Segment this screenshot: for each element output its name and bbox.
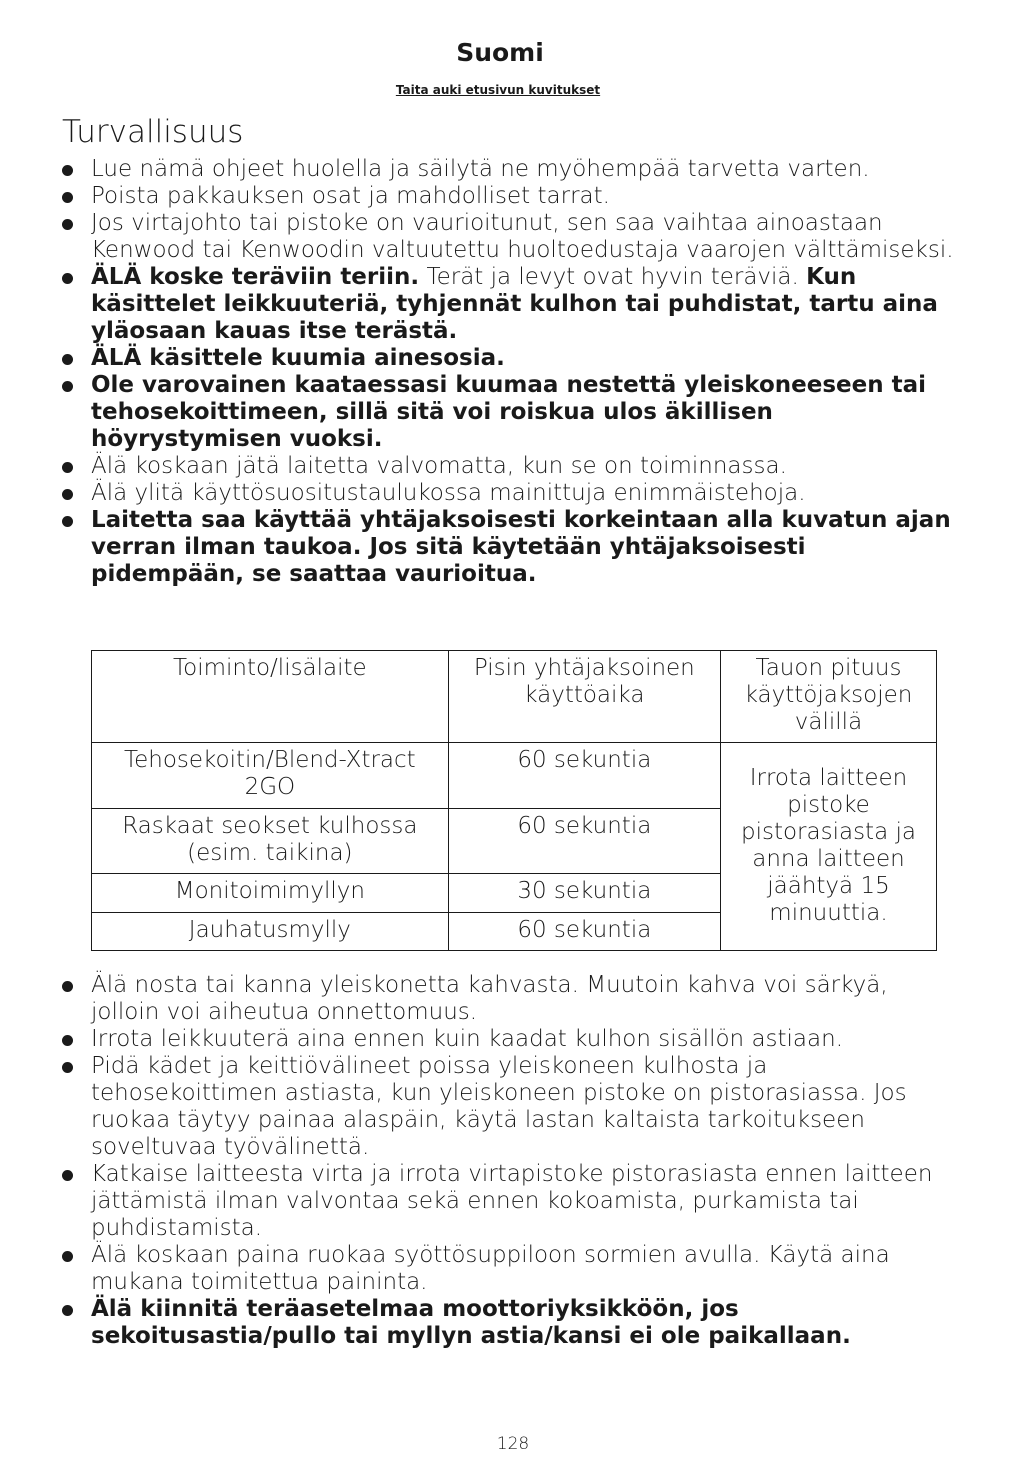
table-header-cell: Toiminto/lisälaite	[92, 651, 449, 743]
bullet-icon	[62, 381, 73, 392]
list-item: Irrota leikkuuterä aina ennen kuin kaadat kulhon sisällön astiaan.	[60, 1026, 960, 1053]
list-item: Jos virtajohto tai pistoke on vaurioitunut, sen saa vaihtaa ainoastaan Kenwood tai Kenwoodin valtuutettu huoltoedustaja vaarojen välttämiseksi.	[60, 210, 960, 264]
table-row	[92, 743, 937, 809]
operating-time-table	[91, 650, 937, 951]
list-item: Poista pakkauksen osat ja mahdolliset tarrat.	[60, 183, 960, 210]
list-item: Älä ylitä käyttösuositustaulukossa mainittuja enimmäistehoja.	[60, 480, 960, 507]
list-item: Pidä kädet ja keittiövälineet poissa yleiskoneen kulhosta ja tehosekoittimen astiasta, kun yleiskoneen pistoke on pistorasiassa. Jos ruokaa täytyy painaa alaspäin, käytä lastan kaltaista tarkoitukseen soveltuvaa työvälinettä.	[60, 1053, 960, 1161]
table-cell: 60 sekuntia	[448, 743, 720, 809]
page-title: Suomi	[456, 38, 544, 67]
list-item: Älä koskaan paina ruokaa syöttösuppiloon sormien avulla. Käytä aina mukana toimitettua paininta.	[60, 1242, 960, 1296]
bullet-icon	[62, 1170, 73, 1181]
table-cell: 60 sekuntia	[448, 913, 720, 951]
table-cell: Jauhatusmylly	[92, 913, 449, 951]
list-item: Älä nosta tai kanna yleiskonetta kahvasta. Muutoin kahva voi särkyä, jolloin voi aiheutua onnettomuus.	[60, 972, 960, 1026]
table-cell: 60 sekuntia	[448, 809, 720, 874]
list-item: Katkaise laitteesta virta ja irrota virtapistoke pistorasiasta ennen laitteen jättämistä ilman valvontaa sekä ennen kokoamista, purkamista tai puhdistamista.	[60, 1161, 960, 1242]
section-heading: Turvallisuus	[62, 114, 244, 150]
list-item: Laitetta saa käyttää yhtäjaksoisesti korkeintaan alla kuvatun ajan verran ilman taukoa. Jos sitä käytetään yhtäjaksoisesti pidempään, se saattaa vaurioitua.	[60, 507, 960, 588]
table-cell: 30 sekuntia	[448, 874, 720, 913]
bullet-icon	[62, 165, 73, 176]
list-item: Lue nämä ohjeet huolella ja säilytä ne myöhempää tarvetta varten.	[60, 156, 960, 183]
bullet-icon	[62, 1062, 73, 1073]
fold-out-note: Taita auki etusivun kuvitukset	[395, 83, 601, 97]
pause-cell: Irrota laitteen pistoke pistorasiasta ja anna laitteen jäähtyä 15 minuuttia.	[720, 743, 936, 951]
bullet-icon	[62, 192, 73, 203]
table-header-cell: Pisin yhtäjaksoinen käyttöaika	[448, 651, 720, 743]
bullet-icon	[62, 462, 73, 473]
safety-list-bottom	[60, 972, 960, 1350]
bullet-icon	[62, 981, 73, 992]
bullet-icon	[62, 489, 73, 500]
table-cell: Monitoimimyllyn	[92, 874, 449, 913]
table-cell: Tehosekoitin/Blend-Xtract 2GO	[92, 743, 449, 809]
bullet-icon	[62, 1035, 73, 1046]
bullet-icon	[62, 1305, 73, 1316]
bullet-icon	[62, 219, 73, 230]
table-header-cell: Tauon pituus käyttöjaksojen välillä	[720, 651, 936, 743]
bullet-icon	[62, 1251, 73, 1262]
page-number: 128	[496, 1434, 530, 1454]
table-header-row	[92, 651, 937, 743]
bullet-icon	[62, 354, 73, 365]
list-item: Älä kiinnitä teräasetelmaa moottoriyksikköön, jos sekoitusastia/pullo tai myllyn astia/kansi ei ole paikallaan.	[60, 1296, 960, 1350]
bullet-icon	[62, 516, 73, 527]
list-item: ÄLÄ käsittele kuumia ainesosia.	[60, 345, 960, 372]
bullet-icon	[62, 273, 73, 284]
list-item: Älä koskaan jätä laitetta valvomatta, kun se on toiminnassa.	[60, 453, 960, 480]
list-item: Ole varovainen kaataessasi kuumaa nestettä yleiskoneeseen tai tehosekoittimeen, sillä sitä voi roiskua ulos äkillisen höyrystymisen vuoksi.	[60, 372, 960, 453]
list-item: ÄLÄ koske teräviin teriin. Terät ja levyt ovat hyvin teräviä. Kun käsittelet leikkuuteriä, tyhjennät kulhon tai puhdistat, tartu aina yläosaan kauas itse terästä.	[60, 264, 960, 345]
safety-list-top	[60, 156, 960, 588]
table-cell: Raskaat seokset kulhossa (esim. taikina)	[92, 809, 449, 874]
